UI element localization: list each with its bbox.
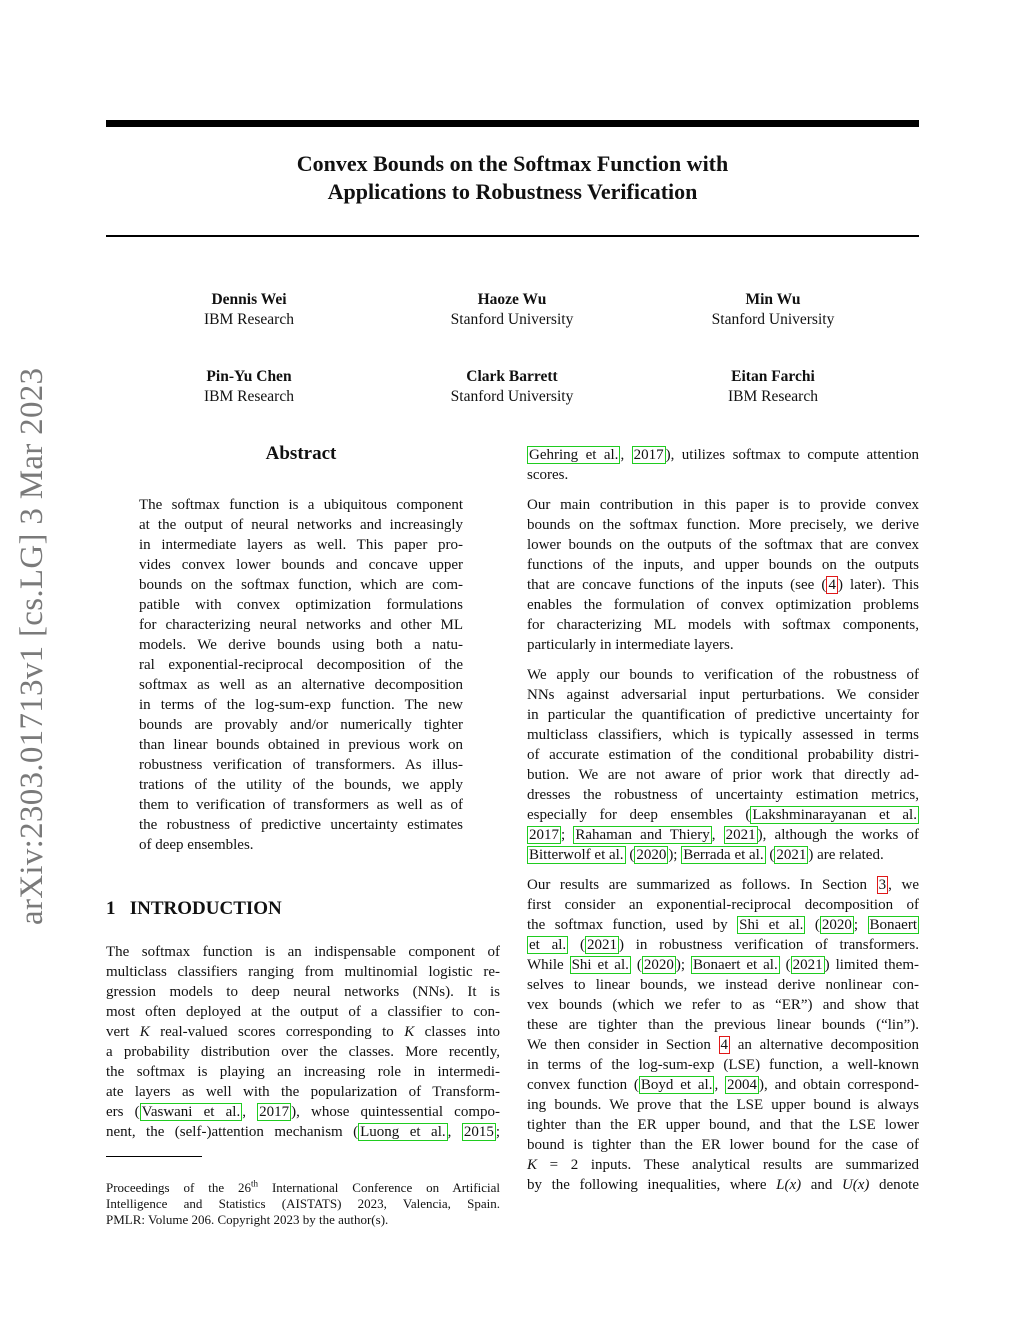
text-line: We apply our bounds to verification of the robustness of: [527, 667, 919, 683]
text-line: [527, 1035, 919, 1055]
text-line: most often deployed at the output of a classifier to con-: [106, 1004, 500, 1020]
text-line: ate layers as well with the popularization of Transform-: [106, 1084, 500, 1100]
abstract-line: trations of the utility of the bounds, we apply: [139, 777, 463, 793]
contribution-paragraph: [527, 495, 919, 655]
abstract-line: models. We derive bounds using both a natu-: [139, 637, 463, 653]
author-block: [129, 367, 369, 407]
text-span: ), utilizes softmax to compute attention: [665, 447, 919, 463]
text-span: We then consider in Section: [527, 1037, 719, 1053]
text-span: ) in robustness verification of transformers.: [618, 937, 920, 953]
text-span: ,: [242, 1104, 258, 1120]
footnote-line: PMLR: Volume 206. Copyright 2023 by the author(s).: [106, 1212, 389, 1227]
text-span: Proceedings of the 26: [106, 1180, 252, 1195]
text-span: ,: [447, 1124, 462, 1140]
text-line: multiclass classifiers, which is typically assessed in terms: [527, 727, 919, 743]
text-line: While Shi et al. ( 2020 ); Bonaert et al. ( 2021 ) limited them-: [527, 957, 919, 973]
section-ref-link[interactable]: 4: [720, 1037, 729, 1053]
text-line: these are tighter than the previous linear bounds (“lin”).: [527, 1017, 919, 1033]
title-line-1: Convex Bounds on the Softmax Function with: [296, 151, 729, 176]
text-line: a probability distribution over the classes. More recently,: [106, 1044, 500, 1060]
abstract-line: bounds are provably and/or numerically tighter: [139, 717, 463, 733]
text-line: [527, 1155, 919, 1175]
text-line: particularly in intermediate layers.: [527, 637, 734, 653]
text-span: convex function (: [527, 1077, 639, 1093]
footnote-line: Intelligence and Statistics (AISTATS) 2023, Valencia, Spain.: [106, 1196, 500, 1211]
citation-link[interactable]: et al.: [529, 937, 567, 953]
citation-link[interactable]: 2021: [792, 957, 823, 973]
text-span: , we: [888, 877, 919, 893]
equation-ref-link[interactable]: 4: [828, 577, 836, 593]
section-ref-link[interactable]: 3: [878, 877, 887, 893]
text-span: especially for deep ensembles (: [527, 807, 751, 823]
abstract-line: vides convex lower bounds and concave upper: [139, 557, 463, 573]
superscript: th: [251, 1178, 259, 1189]
author-affiliation: IBM Research: [204, 311, 294, 328]
author-affiliation: Stanford University: [450, 388, 574, 405]
text-line: dresses the robustness of uncertainty estimation metrics,: [527, 787, 919, 803]
text-span: );: [675, 957, 691, 973]
text-span: ) later). This: [837, 577, 919, 593]
text-span: = 2 inputs. These analytical results are summarized: [537, 1157, 919, 1173]
text-span: ,: [620, 447, 632, 463]
text-span: Our results are summarized as follows. In Section: [527, 877, 877, 893]
text-span: the softmax function, used by: [527, 917, 738, 933]
text-line: [527, 875, 919, 895]
abstract-line: in terms of the log-sum-exp function. The new: [139, 697, 463, 713]
text-line: bution. We are not aware of prior work that directly ad-: [527, 767, 919, 783]
abstract-line: ral exponential-reciprocal decomposition of the: [139, 657, 463, 673]
math-Ux: U(x): [841, 1177, 870, 1193]
text-span: ;: [561, 827, 574, 843]
citation-link[interactable]: 2021: [776, 847, 807, 863]
text-span: ), and obtain correspond-: [759, 1077, 919, 1093]
text-span: that are concave functions of the inputs (see (: [527, 577, 827, 593]
results-paragraph: [527, 875, 919, 1195]
arxiv-identifier: arXiv:2303.01713v1 [cs.LG] 3 Mar 2023: [14, 367, 50, 925]
citation-link[interactable]: Berrada et al.: [683, 847, 764, 863]
text-line: [527, 1175, 919, 1195]
text-line: enables the formulation of convex optimization problems: [527, 597, 919, 613]
text-line: [527, 1075, 919, 1095]
citation-link[interactable]: Lakshminarayanan et al.: [752, 807, 917, 823]
text-span: ), whose quintessential compo-: [291, 1104, 500, 1120]
abstract-body: [139, 495, 463, 855]
citation-link[interactable]: Bonaert et al.: [692, 957, 778, 973]
robustness-paragraph: [527, 665, 919, 865]
text-line: lower bounds on the outputs of the softmax that are convex: [527, 537, 919, 553]
title-bottom-rule: [106, 235, 919, 237]
text-span: ;: [495, 1124, 500, 1140]
text-line: the softmax is playing an increasing role in intermedi-: [106, 1064, 500, 1080]
author-affiliation: IBM Research: [728, 388, 818, 405]
citation-link[interactable]: Gehring et al.: [529, 447, 619, 463]
text-line: multiclass classifiers ranging from multinomial logistic re-: [106, 964, 500, 980]
text-line: [106, 1022, 500, 1042]
text-line: [106, 1122, 500, 1142]
text-line: in terms of the log-sum-exp (LSE) function, a well-known: [527, 1057, 919, 1073]
citation-link[interactable]: 2017: [259, 1104, 290, 1120]
author-block: [392, 367, 632, 407]
text-span: denote: [869, 1177, 919, 1193]
text-line: scores.: [527, 467, 569, 483]
text-line: [106, 1102, 500, 1122]
abstract-line: at the output of neural networks and increasingly: [139, 517, 463, 533]
citation-link[interactable]: 2015: [463, 1124, 494, 1140]
text-line: [527, 575, 919, 595]
footnote: [106, 1180, 500, 1228]
citation-link[interactable]: 2004: [727, 1077, 758, 1093]
math-K: K: [527, 1157, 538, 1173]
text-span: real-valued scores corresponding to: [149, 1024, 405, 1040]
citation-link[interactable]: Luong et al.: [360, 1124, 446, 1140]
author-name: Haoze Wu: [477, 291, 547, 308]
text-line: tighter than the ER upper bound, and that the LSE lower: [527, 1117, 919, 1133]
author-block: [653, 367, 893, 407]
title-line-2: Applications to Robustness Verification: [327, 179, 698, 204]
author-affiliation: Stanford University: [450, 311, 574, 328]
author-block: [129, 290, 369, 330]
text-line: for characterizing ML models with softmax components,: [527, 617, 919, 633]
citation-link[interactable]: Bitterwolf et al.: [529, 847, 624, 863]
abstract-line: patible with convex optimization formulations: [139, 597, 463, 613]
text-line: vex bounds (which we refer to as “ER”) and show that: [527, 997, 919, 1013]
citation-link[interactable]: Shi et al.: [739, 917, 804, 933]
abstract-line: robustness verification of transformers. As illus-: [139, 757, 463, 773]
text-line: ing bounds. We prove that the LSE upper bound is always: [527, 1097, 919, 1113]
abstract-line: of deep ensembles.: [139, 837, 254, 853]
citation-link[interactable]: 2017: [529, 827, 559, 843]
text-line: selves to linear bounds, we instead derive nonlinear con-: [527, 977, 919, 993]
text-span: classes into: [414, 1024, 500, 1040]
citation-link[interactable]: 2020: [643, 957, 674, 973]
text-span: nent, the (self-)attention mechanism (: [106, 1124, 359, 1140]
author-name: Pin-Yu Chen: [206, 368, 292, 385]
text-line: the softmax function, used by Shi et al. ( 2020 ; Bonaert: [527, 917, 917, 933]
text-span: ;: [853, 917, 868, 933]
abstract-line: for characterizing neural networks and other ML: [139, 617, 463, 633]
abstract-heading: Abstract: [265, 443, 337, 464]
author-affiliation: Stanford University: [711, 311, 835, 328]
text-span: ers (: [106, 1104, 140, 1120]
abstract-line: them to verification of transformers as well as of: [139, 797, 463, 813]
paper-title: [106, 150, 919, 206]
citation-link[interactable]: 2021: [725, 827, 756, 843]
top-thick-rule: [106, 120, 919, 127]
text-span: by the following inequalities, where: [527, 1177, 777, 1193]
section-number: 1: [106, 898, 116, 919]
math-Lx: L(x): [776, 1177, 802, 1193]
citation-link[interactable]: Rahaman and Thiery: [575, 827, 710, 843]
text-span: International Conference on Artificial: [258, 1180, 500, 1195]
author-block: [653, 290, 893, 330]
abstract-line: bounds on the softmax function, which are com-: [139, 577, 463, 593]
text-span: ,: [711, 827, 724, 843]
text-line: et al. ( 2021 ) in robustness verification of transformers.: [529, 937, 920, 953]
footnote-line: [106, 1180, 500, 1196]
author-name: Min Wu: [745, 291, 801, 308]
abstract-line: The softmax function is a ubiquitous component: [139, 497, 463, 513]
footnote-rule: [106, 1156, 202, 1157]
section-title: INTRODUCTION: [129, 898, 282, 919]
abstract-line: than linear bounds obtained in previous work on: [139, 737, 463, 753]
text-span: While: [527, 957, 570, 973]
citation-link[interactable]: Shi et al.: [571, 957, 629, 973]
citation-link[interactable]: 2020: [821, 917, 852, 933]
text-line: bounds on the softmax function. More precisely, we derive: [527, 517, 919, 533]
math-K: K: [404, 1024, 415, 1040]
citation-link[interactable]: 2017: [633, 447, 664, 463]
citation-link[interactable]: Bonaert: [869, 917, 917, 933]
text-span: vert: [106, 1024, 140, 1040]
text-span: an alternative decomposition: [730, 1037, 919, 1053]
text-span: ) limited them-: [824, 957, 919, 973]
citation-link[interactable]: Boyd et al.: [640, 1077, 713, 1093]
text-line: bound is tighter than the ER lower bound for the case of: [527, 1137, 919, 1153]
text-line: of accurate estimation of the conditional probability distri-: [527, 747, 919, 763]
text-line: [527, 805, 919, 825]
abstract-line: softmax as well as an alternative decomposition: [139, 677, 463, 693]
right-column-text: [527, 445, 919, 485]
abstract-line: the robustness of predictive uncertainty estimates: [139, 817, 463, 833]
text-span: and: [801, 1177, 842, 1193]
text-line: NNs against adversarial input perturbations. We consider: [527, 687, 919, 703]
text-span: ) are related.: [808, 847, 884, 863]
author-name: Eitan Farchi: [731, 368, 815, 385]
text-span: ,: [714, 1077, 726, 1093]
math-K: K: [139, 1024, 150, 1040]
text-line: Our main contribution in this paper is to provide convex: [527, 497, 919, 513]
author-name: Clark Barrett: [466, 368, 558, 385]
text-span: ), although the works of: [757, 827, 920, 843]
text-line: functions of the inputs, and upper bounds on the outputs: [527, 557, 919, 573]
citation-link[interactable]: 2021: [586, 937, 617, 953]
section-heading: [106, 898, 282, 920]
text-line: The softmax function is an indispensable component of: [106, 944, 500, 960]
text-line: gression models to deep neural networks (NNs). It is: [106, 984, 500, 1000]
intro-paragraph: [106, 942, 500, 1142]
text-line: [527, 445, 919, 465]
text-span: );: [668, 847, 682, 863]
text-line: [527, 825, 919, 845]
text-line: first consider an exponential-reciprocal decomposition of: [527, 897, 919, 913]
author-affiliation: IBM Research: [204, 388, 294, 405]
text-line: in particular the quantification of predictive uncertainty for: [527, 707, 919, 723]
author-block: [392, 290, 632, 330]
text-line: Bitterwolf et al. ( 2020 ); Berrada et al. ( 2021 ) are related.: [529, 847, 884, 863]
author-name: Dennis Wei: [211, 291, 287, 308]
citation-link[interactable]: 2020: [636, 847, 667, 863]
citation-link[interactable]: Vaswani et al.: [141, 1104, 241, 1120]
abstract-line: in intermediate layers as well. This paper pro-: [139, 537, 463, 553]
